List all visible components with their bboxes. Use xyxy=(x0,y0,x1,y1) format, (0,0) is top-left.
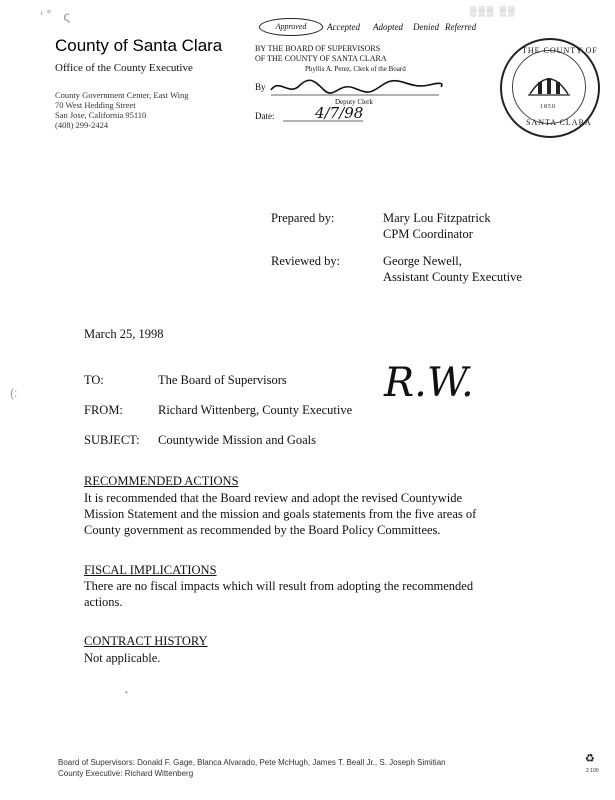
prepared-by-title: CPM Coordinator xyxy=(383,227,473,241)
reviewed-by-name: George Newell, xyxy=(383,254,462,268)
office-name: Office of the County Executive xyxy=(55,62,193,74)
footer-board-line: Board of Supervisors: Donald F. Gage, Blanca Alvarado, Pete McHugh, James T. Beall Jr., S. Joseph Simitian xyxy=(58,758,446,767)
to-value: The Board of Supervisors xyxy=(158,373,287,387)
stamp-deputy-label: Deputy Clerk xyxy=(335,98,373,106)
prepared-by-label: Prepared by: xyxy=(271,211,335,225)
stamp-by-label: By xyxy=(255,82,266,92)
county-seal xyxy=(500,38,600,138)
county-name: County of Santa Clara xyxy=(55,36,223,55)
address-line: (408) 299-2424 xyxy=(55,120,109,130)
seal-emblem-icon xyxy=(526,64,572,100)
seal-bottom-text: SANTA CLARA xyxy=(526,118,592,127)
address-line: San Jose, California 95110 xyxy=(55,110,147,120)
subject-label: SUBJECT: xyxy=(84,433,140,447)
from-label: FROM: xyxy=(84,403,123,417)
clerk-signature xyxy=(269,76,444,98)
fiscal-line: There are no fiscal impacts which will result from adopting the recommended xyxy=(84,579,474,593)
fiscal-line: actions. xyxy=(84,595,123,609)
recommended-line: Mission Statement and the mission and goals statements from the five areas of xyxy=(84,507,477,521)
address-line: County Government Center, East Wing xyxy=(55,90,189,100)
recommended-line: It is recommended that the Board review and adopt the revised Countywide xyxy=(84,491,463,505)
address-line: 70 West Hedding Street xyxy=(55,100,136,110)
handwritten-initials: R.W. xyxy=(384,360,474,406)
stamp-date-rule xyxy=(283,120,363,123)
fiscal-implications-heading: FISCAL IMPLICATIONS xyxy=(84,563,217,577)
stamp-date-value: 4/7/98 xyxy=(315,104,364,122)
footer-executive-line: County Executive: Richard Wittenberg xyxy=(58,769,194,778)
status-referred: Referred xyxy=(445,22,477,32)
status-denied: Denied xyxy=(413,22,439,32)
stamp-county-line: OF THE COUNTY OF SANTA CLARA xyxy=(255,54,387,63)
recommended-line: County government as recommended by the Board Policy Committees. xyxy=(84,523,441,537)
margin-scan-mark: (: xyxy=(10,386,18,400)
reviewed-by-label: Reviewed by: xyxy=(271,254,341,268)
recycle-code: 2.100 xyxy=(586,768,599,774)
recycle-icon: ♻ xyxy=(585,752,595,765)
seal-top-text: THE COUNTY OF xyxy=(522,46,598,55)
from-value: Richard Wittenberg, County Executive xyxy=(158,403,353,417)
stamp-clerk-line: Phyllis A. Perez, Clerk of the Board xyxy=(305,65,406,73)
reviewed-by-title: Assistant County Executive xyxy=(383,270,522,284)
stamp-date-label: Date: xyxy=(255,111,275,121)
to-label: TO: xyxy=(84,373,104,387)
contract-text: Not applicable. xyxy=(84,651,161,665)
stamp-board-line: BY THE BOARD OF SUPERVISORS xyxy=(255,44,381,53)
status-adopted: Adopted xyxy=(373,22,403,32)
recommended-actions-heading: RECOMMENDED ACTIONS xyxy=(84,474,239,488)
seal-year: 1850 xyxy=(540,104,556,110)
board-action-stamp xyxy=(255,16,480,124)
subject-value: Countywide Mission and Goals xyxy=(158,433,316,447)
contract-history-heading: CONTRACT HISTORY xyxy=(84,634,208,648)
status-accepted: Accepted xyxy=(327,22,360,32)
status-approved: Approved xyxy=(259,18,323,36)
prepared-by-name: Mary Lou Fitzpatrick xyxy=(383,211,491,225)
memo-date: March 25, 1998 xyxy=(84,327,164,341)
scan-dot: • xyxy=(125,688,128,697)
received-stamp-mark: ▒▒▒ ▒▒ xyxy=(470,6,517,16)
scan-mark: ‘ ˚ ς xyxy=(40,8,71,24)
